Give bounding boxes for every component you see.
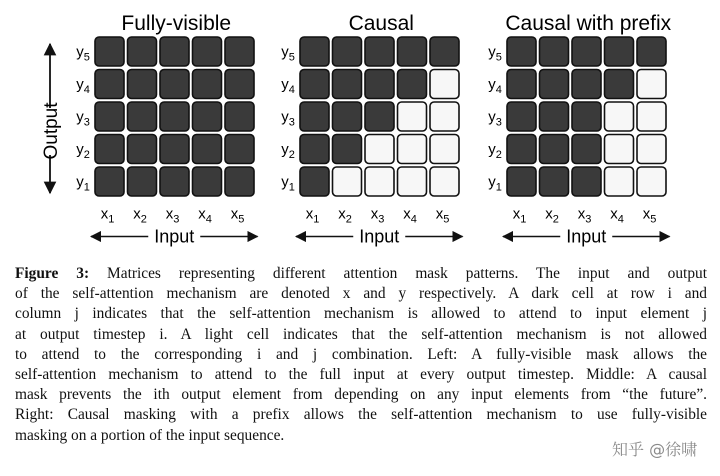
mask-cell-dark (572, 70, 601, 99)
panel-title: Fully-visible (121, 12, 232, 35)
row-label-y4: $y_4$ (488, 76, 502, 96)
col-label-x5: $x_5$ (642, 205, 657, 226)
col-label-x5: $x_5$ (435, 205, 450, 226)
caption-text: Matrices representing different attention mask patterns. The input and output (89, 265, 707, 282)
mask-cell-dark (160, 70, 189, 99)
mask-cell-light (637, 135, 666, 164)
mask-cell-dark (507, 37, 536, 66)
mask-cell-dark (225, 167, 254, 196)
mask-cell-light (637, 102, 666, 131)
mask-cell-dark (300, 70, 329, 99)
mask-cell-dark (540, 135, 569, 164)
mask-cell-light (637, 70, 666, 99)
mask-cell-dark (128, 37, 157, 66)
mask-cell-dark (572, 37, 601, 66)
mask-cell-dark (333, 70, 362, 99)
col-label-x2: $x_2$ (545, 205, 559, 226)
input-axis-label: Input (154, 226, 195, 247)
watermark: 知乎 @徐啸 (612, 440, 698, 459)
panel-title: Causal (348, 12, 414, 35)
caption-text: masking on a portion of the input sequence. (15, 426, 285, 444)
mask-cell-dark (225, 37, 254, 66)
row-label-y3: $y_3$ (488, 108, 502, 129)
row-label-y4: $y_4$ (281, 76, 295, 96)
row-label-y2: $y_2$ (76, 141, 90, 161)
mask-cell-dark (398, 37, 427, 66)
panel-causal (281, 12, 462, 247)
panel-fully-visible (76, 12, 257, 247)
mask-cell-dark (333, 102, 362, 131)
mask-cell-dark (507, 102, 536, 131)
mask-cell-dark (300, 135, 329, 164)
mask-cell-dark (95, 70, 124, 99)
row-label-y1: $y_1$ (281, 173, 295, 194)
mask-cell-dark (128, 167, 157, 196)
mask-cell-dark (160, 167, 189, 196)
mask-cell-light (365, 135, 394, 164)
caption-line (15, 284, 707, 304)
col-label-x4: $x_4$ (403, 205, 417, 226)
mask-cell-light (398, 167, 427, 196)
caption-text: at output timestep i. A light cell indicates that the self-attention mechanism is not allowed (15, 325, 707, 343)
mask-cell-dark (193, 37, 222, 66)
caption-line (15, 264, 707, 284)
panel-causal-prefix (488, 12, 671, 247)
mask-cell-dark (540, 37, 569, 66)
mask-cell-light (365, 167, 394, 196)
row-label-y3: $y_3$ (76, 108, 90, 129)
figure-label: Figure 3: (15, 265, 90, 282)
mask-cell-dark (225, 135, 254, 164)
mask-cell-dark (225, 70, 254, 99)
mask-cell-light (398, 102, 427, 131)
mask-cell-dark (365, 102, 394, 131)
mask-cell-dark (605, 37, 634, 66)
mask-cell-light (637, 167, 666, 196)
mask-cell-light (605, 102, 634, 131)
mask-cell-dark (572, 135, 601, 164)
caption-text: column j indicates that the self-attention mechanism is allowed to attend to input element j (15, 305, 707, 323)
mask-cell-dark (300, 167, 329, 196)
mask-cell-dark (193, 102, 222, 131)
col-label-x4: $x_4$ (610, 205, 624, 226)
caption-text: of the self-attention mechanism are denoted x and y respectively. A dark cell at row i and (15, 285, 707, 303)
row-label-y5: $y_5$ (281, 43, 295, 64)
mask-cell-dark (540, 70, 569, 99)
caption-line (15, 365, 707, 385)
col-label-x1: $x_1$ (305, 205, 320, 226)
mask-cell-light (430, 167, 459, 196)
caption-text: Right: Causal masking with a prefix allows the self-attention mechanism to use fully-visible (15, 406, 707, 424)
input-axis-label: Input (566, 226, 607, 247)
mask-cell-dark (160, 102, 189, 131)
mask-cell-dark (637, 37, 666, 66)
caption-line (15, 325, 707, 345)
mask-cell-dark (507, 135, 536, 164)
mask-cell-dark (540, 167, 569, 196)
mask-cell-dark (365, 70, 394, 99)
mask-cell-light (430, 102, 459, 131)
caption-text: self-attention mechanism to attend to the full input at every output timestep. Middle: A causal (15, 366, 707, 384)
col-label-x3: $x_3$ (370, 205, 385, 226)
mask-cell-light (605, 167, 634, 196)
col-label-x1: $x_1$ (100, 205, 115, 226)
mask-cell-dark (160, 135, 189, 164)
mask-cell-dark (193, 135, 222, 164)
mask-cell-dark (95, 37, 124, 66)
col-label-x1: $x_1$ (512, 205, 527, 226)
mask-cell-dark (300, 102, 329, 131)
mask-cell-dark (300, 37, 329, 66)
mask-cell-dark (605, 70, 634, 99)
caption-line (15, 405, 707, 425)
caption-line (15, 426, 707, 446)
mask-cell-dark (95, 102, 124, 131)
mask-cell-dark (225, 102, 254, 131)
mask-cell-dark (95, 167, 124, 196)
mask-cell-dark (128, 70, 157, 99)
caption-text: to attend to the corresponding i and j combination. Left: A fully-visible mask allows the (15, 345, 707, 363)
col-label-x3: $x_3$ (165, 205, 180, 226)
mask-cell-light (605, 135, 634, 164)
mask-cell-light (333, 167, 362, 196)
row-label-y4: $y_4$ (76, 76, 90, 96)
caption-line (15, 304, 707, 324)
mask-cell-dark (507, 70, 536, 99)
col-label-x4: $x_4$ (198, 205, 212, 226)
col-label-x2: $x_2$ (133, 205, 147, 226)
caption-line (15, 345, 707, 365)
row-label-y3: $y_3$ (281, 108, 295, 129)
mask-cell-light (430, 135, 459, 164)
figure-caption (15, 264, 707, 446)
col-label-x2: $x_2$ (338, 205, 352, 226)
mask-cell-dark (365, 37, 394, 66)
row-label-y2: $y_2$ (281, 141, 295, 161)
mask-cell-dark (333, 135, 362, 164)
row-label-y1: $y_1$ (76, 173, 90, 194)
mask-cell-dark (572, 102, 601, 131)
row-label-y5: $y_5$ (76, 43, 90, 64)
caption-line (15, 385, 707, 405)
mask-cell-dark (398, 70, 427, 99)
mask-cell-dark (160, 37, 189, 66)
mask-cell-dark (95, 135, 124, 164)
row-label-y5: $y_5$ (488, 43, 502, 64)
row-label-y2: $y_2$ (488, 141, 502, 161)
mask-cell-dark (193, 70, 222, 99)
mask-cell-dark (128, 135, 157, 164)
mask-cell-dark (430, 37, 459, 66)
mask-cell-dark (572, 167, 601, 196)
caption-text: mask prevents the ith output element from depending on any input elements from “the future”. (15, 386, 707, 404)
col-label-x5: $x_5$ (230, 205, 245, 226)
input-axis-label: Input (359, 226, 400, 247)
mask-cell-dark (128, 102, 157, 131)
mask-cell-dark (333, 37, 362, 66)
output-axis-label: Output (41, 102, 62, 160)
mask-cell-dark (540, 102, 569, 131)
col-label-x3: $x_3$ (577, 205, 592, 226)
mask-cell-dark (507, 167, 536, 196)
panel-title: Causal with prefix (505, 12, 672, 35)
mask-cell-light (398, 135, 427, 164)
row-label-y1: $y_1$ (488, 173, 502, 194)
mask-cell-dark (193, 167, 222, 196)
mask-cell-light (430, 70, 459, 99)
